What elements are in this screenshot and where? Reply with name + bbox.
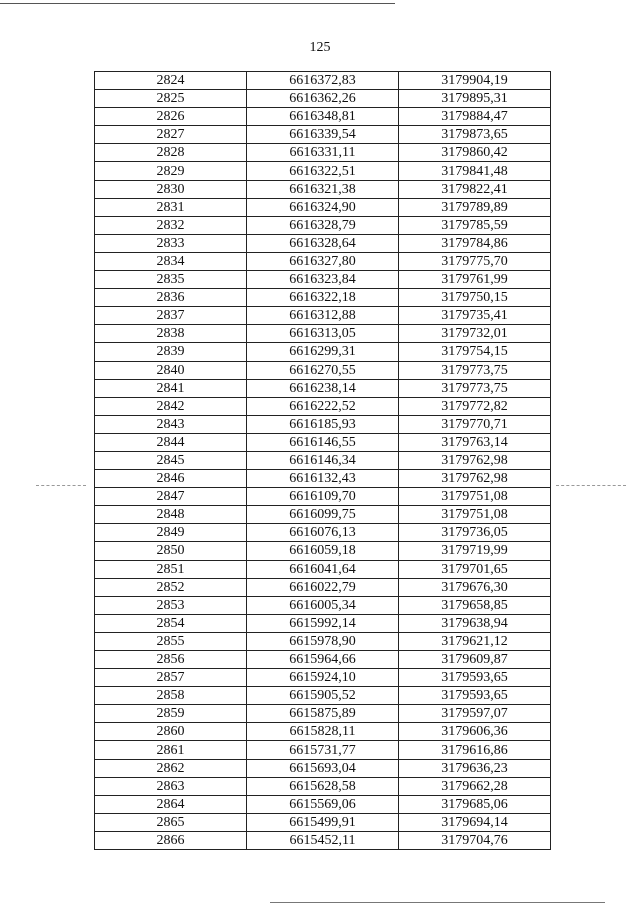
x-coordinate-cell: 6616299,31 (247, 343, 399, 361)
point-number-cell: 2843 (95, 415, 247, 433)
coordinates-table-body (95, 72, 551, 850)
point-number-cell: 2824 (95, 72, 247, 90)
point-number-cell: 2842 (95, 397, 247, 415)
y-coordinate-cell: 3179662,28 (399, 777, 551, 795)
x-coordinate-cell: 6615875,89 (247, 705, 399, 723)
table-row (95, 669, 551, 687)
x-coordinate-cell: 6616313,05 (247, 325, 399, 343)
point-number-cell: 2851 (95, 560, 247, 578)
table-row (95, 180, 551, 198)
y-coordinate-cell: 3179719,99 (399, 542, 551, 560)
point-number-cell: 2833 (95, 234, 247, 252)
x-coordinate-cell: 6616348,81 (247, 108, 399, 126)
point-number-cell: 2829 (95, 162, 247, 180)
y-coordinate-cell: 3179636,23 (399, 759, 551, 777)
x-coordinate-cell: 6616146,55 (247, 433, 399, 451)
y-coordinate-cell: 3179616,86 (399, 741, 551, 759)
x-coordinate-cell: 6616328,64 (247, 234, 399, 252)
point-number-cell: 2839 (95, 343, 247, 361)
table-row (95, 632, 551, 650)
point-number-cell: 2848 (95, 506, 247, 524)
point-number-cell: 2840 (95, 361, 247, 379)
point-number-cell: 2830 (95, 180, 247, 198)
table-row (95, 705, 551, 723)
table-row (95, 289, 551, 307)
table-row (95, 614, 551, 632)
table-row (95, 741, 551, 759)
x-coordinate-cell: 6615992,14 (247, 614, 399, 632)
coordinates-table (94, 71, 551, 850)
scan-mark-left (36, 485, 86, 486)
table-row (95, 831, 551, 849)
x-coordinate-cell: 6616059,18 (247, 542, 399, 560)
x-coordinate-cell: 6616041,64 (247, 560, 399, 578)
y-coordinate-cell: 3179772,82 (399, 397, 551, 415)
point-number-cell: 2856 (95, 651, 247, 669)
point-number-cell: 2825 (95, 90, 247, 108)
x-coordinate-cell: 6616322,51 (247, 162, 399, 180)
y-coordinate-cell: 3179762,98 (399, 451, 551, 469)
table-row (95, 126, 551, 144)
table-row (95, 451, 551, 469)
x-coordinate-cell: 6615569,06 (247, 795, 399, 813)
y-coordinate-cell: 3179704,76 (399, 831, 551, 849)
y-coordinate-cell: 3179638,94 (399, 614, 551, 632)
x-coordinate-cell: 6616322,18 (247, 289, 399, 307)
table-row (95, 488, 551, 506)
x-coordinate-cell: 6616132,43 (247, 470, 399, 488)
y-coordinate-cell: 3179884,47 (399, 108, 551, 126)
table-row (95, 651, 551, 669)
y-coordinate-cell: 3179775,70 (399, 252, 551, 270)
table-row (95, 506, 551, 524)
bottom-rule (270, 902, 605, 903)
x-coordinate-cell: 6616372,83 (247, 72, 399, 90)
table-row (95, 524, 551, 542)
x-coordinate-cell: 6616312,88 (247, 307, 399, 325)
point-number-cell: 2836 (95, 289, 247, 307)
top-rule (0, 3, 395, 4)
table-row (95, 198, 551, 216)
point-number-cell: 2832 (95, 216, 247, 234)
x-coordinate-cell: 6615924,10 (247, 669, 399, 687)
point-number-cell: 2858 (95, 687, 247, 705)
table-row (95, 415, 551, 433)
table-row (95, 343, 551, 361)
x-coordinate-cell: 6615452,11 (247, 831, 399, 849)
table-row (95, 596, 551, 614)
x-coordinate-cell: 6616099,75 (247, 506, 399, 524)
x-coordinate-cell: 6616321,38 (247, 180, 399, 198)
x-coordinate-cell: 6615978,90 (247, 632, 399, 650)
point-number-cell: 2854 (95, 614, 247, 632)
table-row (95, 307, 551, 325)
table-row (95, 777, 551, 795)
point-number-cell: 2835 (95, 271, 247, 289)
y-coordinate-cell: 3179658,85 (399, 596, 551, 614)
y-coordinate-cell: 3179621,12 (399, 632, 551, 650)
y-coordinate-cell: 3179735,41 (399, 307, 551, 325)
table-row (95, 813, 551, 831)
point-number-cell: 2847 (95, 488, 247, 506)
y-coordinate-cell: 3179789,89 (399, 198, 551, 216)
point-number-cell: 2850 (95, 542, 247, 560)
y-coordinate-cell: 3179606,36 (399, 723, 551, 741)
x-coordinate-cell: 6616109,70 (247, 488, 399, 506)
table-row (95, 144, 551, 162)
y-coordinate-cell: 3179676,30 (399, 578, 551, 596)
point-number-cell: 2838 (95, 325, 247, 343)
point-number-cell: 2846 (95, 470, 247, 488)
x-coordinate-cell: 6616331,11 (247, 144, 399, 162)
y-coordinate-cell: 3179773,75 (399, 379, 551, 397)
y-coordinate-cell: 3179736,05 (399, 524, 551, 542)
table-row (95, 723, 551, 741)
y-coordinate-cell: 3179904,19 (399, 72, 551, 90)
scan-mark-right (556, 485, 626, 486)
y-coordinate-cell: 3179609,87 (399, 651, 551, 669)
x-coordinate-cell: 6616076,13 (247, 524, 399, 542)
page-number: 125 (309, 40, 331, 55)
y-coordinate-cell: 3179694,14 (399, 813, 551, 831)
point-number-cell: 2841 (95, 379, 247, 397)
y-coordinate-cell: 3179751,08 (399, 506, 551, 524)
y-coordinate-cell: 3179773,75 (399, 361, 551, 379)
x-coordinate-cell: 6615731,77 (247, 741, 399, 759)
x-coordinate-cell: 6616339,54 (247, 126, 399, 144)
point-number-cell: 2862 (95, 759, 247, 777)
table-row (95, 72, 551, 90)
y-coordinate-cell: 3179785,59 (399, 216, 551, 234)
x-coordinate-cell: 6615964,66 (247, 651, 399, 669)
y-coordinate-cell: 3179751,08 (399, 488, 551, 506)
point-number-cell: 2864 (95, 795, 247, 813)
x-coordinate-cell: 6616328,79 (247, 216, 399, 234)
y-coordinate-cell: 3179822,41 (399, 180, 551, 198)
table-row (95, 470, 551, 488)
point-number-cell: 2837 (95, 307, 247, 325)
y-coordinate-cell: 3179860,42 (399, 144, 551, 162)
x-coordinate-cell: 6616270,55 (247, 361, 399, 379)
x-coordinate-cell: 6616238,14 (247, 379, 399, 397)
point-number-cell: 2863 (95, 777, 247, 795)
y-coordinate-cell: 3179597,07 (399, 705, 551, 723)
x-coordinate-cell: 6616005,34 (247, 596, 399, 614)
y-coordinate-cell: 3179873,65 (399, 126, 551, 144)
y-coordinate-cell: 3179763,14 (399, 433, 551, 451)
table-row (95, 560, 551, 578)
y-coordinate-cell: 3179593,65 (399, 669, 551, 687)
point-number-cell: 2860 (95, 723, 247, 741)
point-number-cell: 2852 (95, 578, 247, 596)
point-number-cell: 2849 (95, 524, 247, 542)
point-number-cell: 2844 (95, 433, 247, 451)
y-coordinate-cell: 3179762,98 (399, 470, 551, 488)
x-coordinate-cell: 6616323,84 (247, 271, 399, 289)
point-number-cell: 2826 (95, 108, 247, 126)
point-number-cell: 2828 (95, 144, 247, 162)
y-coordinate-cell: 3179701,65 (399, 560, 551, 578)
x-coordinate-cell: 6616222,52 (247, 397, 399, 415)
y-coordinate-cell: 3179750,15 (399, 289, 551, 307)
y-coordinate-cell: 3179593,65 (399, 687, 551, 705)
x-coordinate-cell: 6615499,91 (247, 813, 399, 831)
table-row (95, 542, 551, 560)
x-coordinate-cell: 6616022,79 (247, 578, 399, 596)
table-row (95, 234, 551, 252)
point-number-cell: 2834 (95, 252, 247, 270)
y-coordinate-cell: 3179754,15 (399, 343, 551, 361)
table-row (95, 252, 551, 270)
table-row (95, 397, 551, 415)
x-coordinate-cell: 6615828,11 (247, 723, 399, 741)
table-row (95, 325, 551, 343)
point-number-cell: 2865 (95, 813, 247, 831)
table-row (95, 433, 551, 451)
x-coordinate-cell: 6615693,04 (247, 759, 399, 777)
table-row (95, 578, 551, 596)
table-row (95, 795, 551, 813)
point-number-cell: 2853 (95, 596, 247, 614)
x-coordinate-cell: 6615628,58 (247, 777, 399, 795)
table-row (95, 108, 551, 126)
y-coordinate-cell: 3179761,99 (399, 271, 551, 289)
y-coordinate-cell: 3179770,71 (399, 415, 551, 433)
table-row (95, 361, 551, 379)
table-row (95, 90, 551, 108)
point-number-cell: 2845 (95, 451, 247, 469)
y-coordinate-cell: 3179895,31 (399, 90, 551, 108)
y-coordinate-cell: 3179685,06 (399, 795, 551, 813)
x-coordinate-cell: 6616324,90 (247, 198, 399, 216)
point-number-cell: 2831 (95, 198, 247, 216)
point-number-cell: 2861 (95, 741, 247, 759)
table-row (95, 162, 551, 180)
point-number-cell: 2859 (95, 705, 247, 723)
x-coordinate-cell: 6616146,34 (247, 451, 399, 469)
table-row (95, 687, 551, 705)
point-number-cell: 2855 (95, 632, 247, 650)
point-number-cell: 2866 (95, 831, 247, 849)
table-row (95, 271, 551, 289)
y-coordinate-cell: 3179732,01 (399, 325, 551, 343)
table-row (95, 759, 551, 777)
x-coordinate-cell: 6615905,52 (247, 687, 399, 705)
x-coordinate-cell: 6616327,80 (247, 252, 399, 270)
y-coordinate-cell: 3179841,48 (399, 162, 551, 180)
table-row (95, 379, 551, 397)
x-coordinate-cell: 6616185,93 (247, 415, 399, 433)
y-coordinate-cell: 3179784,86 (399, 234, 551, 252)
point-number-cell: 2827 (95, 126, 247, 144)
table-row (95, 216, 551, 234)
point-number-cell: 2857 (95, 669, 247, 687)
x-coordinate-cell: 6616362,26 (247, 90, 399, 108)
